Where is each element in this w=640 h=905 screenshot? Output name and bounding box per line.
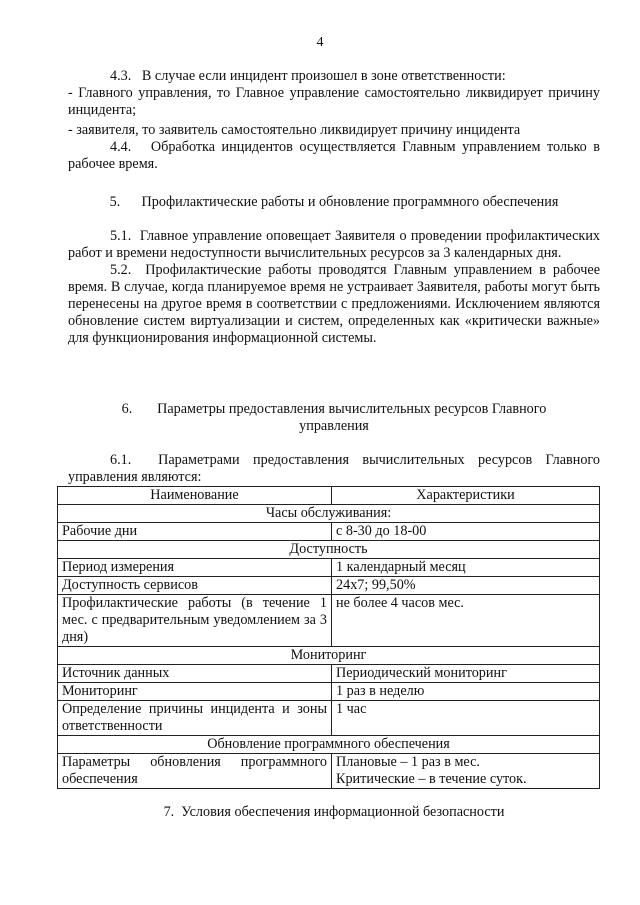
section-6-heading	[68, 401, 600, 435]
group-service-hours: Часы обслуживания:	[58, 505, 600, 523]
table-row	[58, 559, 600, 577]
section-5-block	[68, 228, 600, 347]
paragraph-4-4: 4.4. Обработка инцидентов осуществляется Главным управлением только в рабочее время.	[68, 139, 600, 172]
section-6-block	[68, 452, 600, 486]
section-6-heading-line-1: 6. Параметры предоставления вычислительных ресурсов Главного	[121, 401, 547, 417]
group-monitoring: Мониторинг	[58, 647, 600, 665]
paragraph-4-3-head-office: - Главного управления, то Главное управление самостоятельно ликвидирует причину инцидента;	[68, 85, 600, 118]
table-group-row	[58, 505, 600, 523]
table-row	[58, 595, 600, 647]
table-header-row	[58, 487, 600, 505]
cell-name: Период измерения	[58, 559, 332, 577]
section-5-heading: 5. Профилактические работы и обновление программного обеспечения	[109, 194, 559, 210]
cell-value: 1 календарный месяц	[332, 559, 600, 577]
header-characteristics-cell: Характеристики	[332, 487, 600, 505]
cell-name: Профилактические работы (в течение 1 мес. с предварительным уведомлением за 3 дня)	[58, 595, 332, 647]
page-number: 4	[316, 35, 324, 50]
cell-name: Мониторинг	[58, 683, 332, 701]
cell-name: Источник данных	[58, 665, 332, 683]
table-row	[58, 683, 600, 701]
paragraph-4-3-applicant: - заявителя, то заявитель самостоятельно ликвидирует причину инцидента	[68, 122, 521, 138]
paragraph-4-3-intro: 4.3. В случае если инцидент произошел в зоне ответственности:	[110, 68, 506, 84]
table-row	[58, 665, 600, 683]
cell-value: не более 4 часов мес.	[332, 595, 600, 647]
table-row	[58, 701, 600, 736]
table-row	[58, 523, 600, 541]
cell-value: 1 час	[332, 701, 600, 736]
cell-value: Периодический мониторинг	[332, 665, 600, 683]
cell-name: Параметры обновления программного обеспечения	[58, 754, 332, 789]
cell-name: Определение причины инцидента и зоны ответственности	[58, 701, 332, 736]
section-4-block	[68, 68, 600, 173]
table-group-row	[58, 736, 600, 754]
cell-value: 1 раз в неделю	[332, 683, 600, 701]
paragraph-5-2: 5.2. Профилактические работы проводятся Главным управлением в рабочее время. В случае, когда планируемое время не устраивает Заявителя, работы могут быть перенесены на другое время в соответствии с предложениями. Исключением являются обновление систем виртуализации и систем, определенных как «критически важные» для функционирования информационной системы.	[68, 262, 600, 346]
cell-name: Рабочие дни	[58, 523, 332, 541]
paragraph-6-1: 6.1. Параметрами предоставления вычислительных ресурсов Главного управления являются:	[68, 452, 600, 485]
parameters-table	[57, 486, 600, 789]
group-software-update: Обновление программного обеспечения	[58, 736, 600, 754]
cell-value-line-1: Плановые – 1 раз в мес.	[336, 754, 480, 770]
table-row	[58, 577, 600, 595]
group-availability: Доступность	[58, 541, 600, 559]
section-7-heading: 7. Условия обеспечения информационной безопасности	[163, 804, 505, 820]
cell-value-line-2: Критические – в течение суток.	[336, 771, 527, 787]
cell-value	[332, 754, 600, 789]
table-group-row	[58, 647, 600, 665]
cell-name: Доступность сервисов	[58, 577, 332, 595]
cell-value: с 8-30 до 18-00	[332, 523, 600, 541]
header-name-cell: Наименование	[58, 487, 332, 505]
cell-value: 24х7; 99,50%	[332, 577, 600, 595]
table-row	[58, 754, 600, 789]
paragraph-5-1: 5.1. Главное управление оповещает Заявителя о проведении профилактических работ и времени недоступности вычислительных ресурсов за 3 календарных дня.	[68, 228, 600, 261]
table-group-row	[58, 541, 600, 559]
section-6-heading-line-2: управления	[299, 418, 369, 434]
